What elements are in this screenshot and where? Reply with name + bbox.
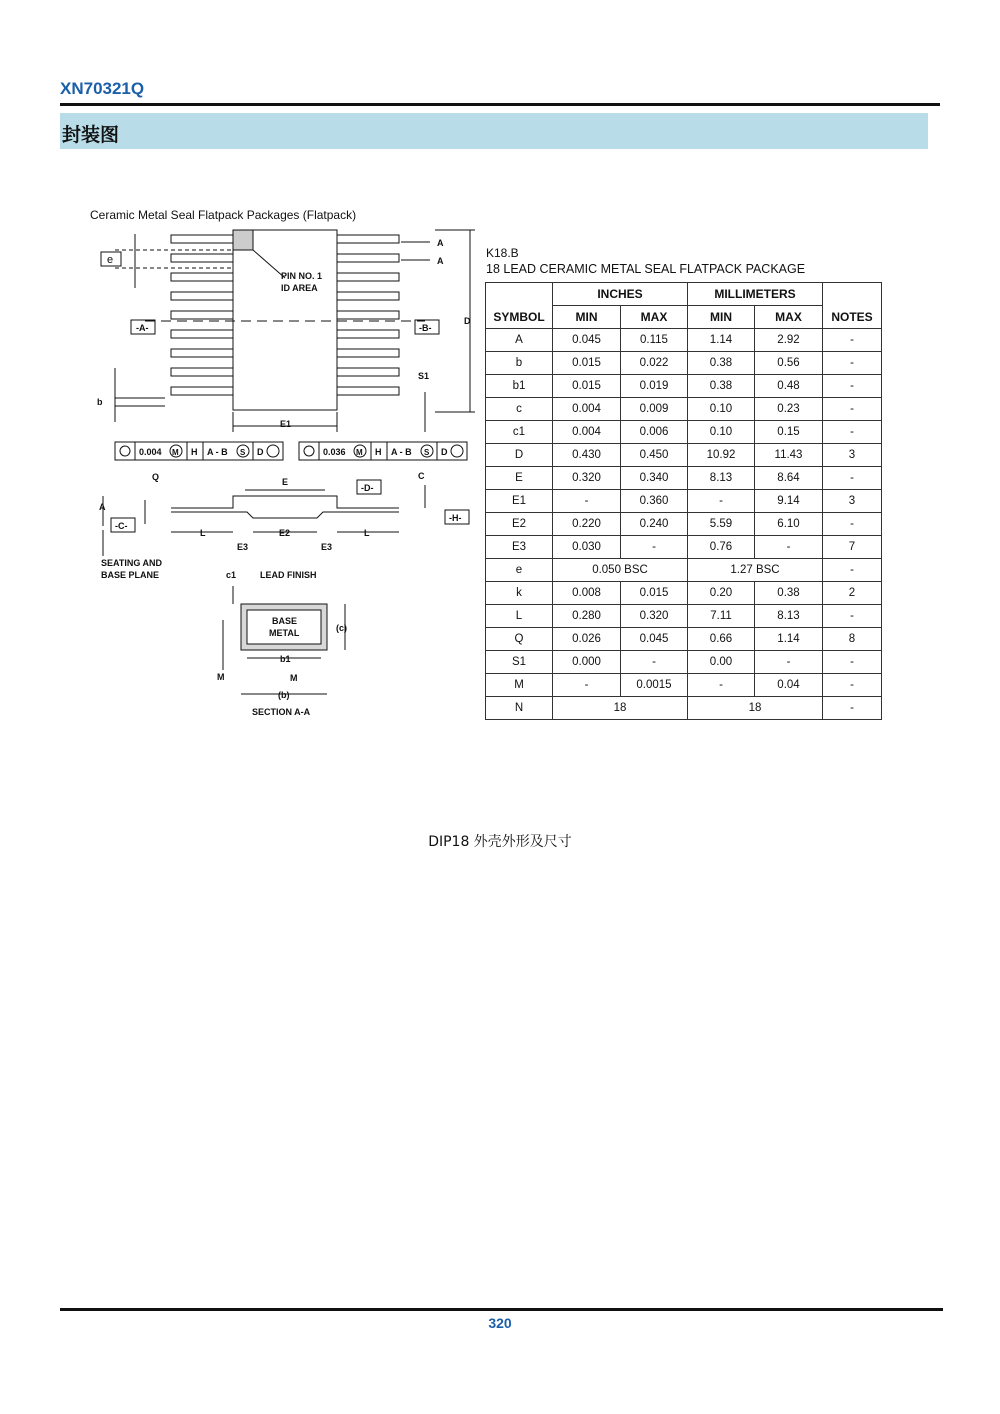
cell-mm-max: 1.14 bbox=[755, 628, 823, 651]
cell-mm-max: 0.04 bbox=[755, 674, 823, 697]
table-row bbox=[486, 582, 882, 605]
pin1-label-line1: PIN NO. 1 bbox=[281, 271, 323, 281]
cell-mm-min: 5.59 bbox=[688, 513, 755, 536]
cell-sym: k bbox=[486, 582, 553, 605]
cell-notes: - bbox=[823, 559, 882, 582]
cell-mm-max: 0.15 bbox=[755, 421, 823, 444]
package-diagram bbox=[85, 200, 485, 730]
page-number: 320 bbox=[488, 1315, 512, 1331]
cell-in-min: 0.220 bbox=[553, 513, 621, 536]
cell-mm-span: 18 bbox=[688, 697, 823, 720]
cell-sym: D bbox=[486, 444, 553, 467]
lead bbox=[337, 235, 399, 243]
label-c1: c1 bbox=[226, 570, 237, 580]
label-a-top2: A bbox=[437, 256, 444, 266]
cell-in-min: 0.280 bbox=[553, 605, 621, 628]
section-a-a bbox=[217, 570, 347, 717]
cell-in-max: 0.015 bbox=[621, 582, 688, 605]
header-symbol: SYMBOL bbox=[486, 283, 553, 329]
table-row bbox=[486, 536, 882, 559]
label-d: D bbox=[464, 316, 471, 326]
svg-text:H: H bbox=[191, 447, 198, 457]
label-q: Q bbox=[152, 472, 160, 482]
table-row bbox=[486, 651, 882, 674]
package-code: K18.B bbox=[486, 246, 519, 260]
cell-notes: - bbox=[823, 697, 882, 720]
cell-mm-min: 0.38 bbox=[688, 375, 755, 398]
svg-text:S: S bbox=[240, 448, 246, 457]
cell-mm-min: 1.14 bbox=[688, 329, 755, 352]
base-metal-2: METAL bbox=[269, 628, 300, 638]
label-e3-left: E3 bbox=[237, 542, 249, 552]
header-in-max: MAX bbox=[621, 306, 688, 329]
cell-notes: - bbox=[823, 513, 882, 536]
label-b-paren: (b) bbox=[278, 690, 290, 700]
table-row bbox=[486, 605, 882, 628]
header-inches: INCHES bbox=[553, 283, 688, 306]
dimensions-table bbox=[485, 282, 882, 720]
lead bbox=[337, 330, 399, 338]
cell-mm-max: 0.56 bbox=[755, 352, 823, 375]
lead bbox=[171, 292, 233, 300]
cell-notes: 3 bbox=[823, 490, 882, 513]
cell-mm-min: - bbox=[688, 674, 755, 697]
label-e3-right: E3 bbox=[321, 542, 333, 552]
cell-notes: 2 bbox=[823, 582, 882, 605]
datum-d: -D- bbox=[361, 483, 374, 493]
lead bbox=[337, 273, 399, 281]
svg-text:H: H bbox=[375, 447, 382, 457]
label-a-top1: A bbox=[437, 238, 444, 248]
cell-notes: - bbox=[823, 421, 882, 444]
dimensions-body bbox=[486, 329, 882, 720]
cell-mm-max: 2.92 bbox=[755, 329, 823, 352]
cell-mm-max: - bbox=[755, 536, 823, 559]
cell-in-min: 0.008 bbox=[553, 582, 621, 605]
header-millimeters: MILLIMETERS bbox=[688, 283, 823, 306]
svg-text:A - B: A - B bbox=[207, 447, 228, 457]
cell-mm-max: 0.48 bbox=[755, 375, 823, 398]
lead bbox=[171, 387, 233, 395]
cell-notes: 3 bbox=[823, 444, 882, 467]
diagram-title: Ceramic Metal Seal Flatpack Packages (Flatpack) bbox=[90, 208, 357, 222]
section-label: SECTION A-A bbox=[252, 707, 311, 717]
fcf-2 bbox=[299, 442, 467, 460]
table-row bbox=[486, 697, 882, 720]
table-row bbox=[486, 467, 882, 490]
datum-b: -B- bbox=[419, 323, 432, 333]
label-a-side: A bbox=[99, 502, 106, 512]
datum-h: -H- bbox=[449, 513, 462, 523]
right-leads bbox=[337, 235, 399, 395]
cell-sym: A bbox=[486, 329, 553, 352]
section-bar bbox=[60, 113, 928, 149]
cell-sym: E2 bbox=[486, 513, 553, 536]
cell-in-max: 0.006 bbox=[621, 421, 688, 444]
pin1-id-area bbox=[233, 230, 253, 250]
cell-in-max: - bbox=[621, 651, 688, 674]
cell-mm-max: 0.23 bbox=[755, 398, 823, 421]
cell-sym: c1 bbox=[486, 421, 553, 444]
cell-sym: c bbox=[486, 398, 553, 421]
label-m-left: M bbox=[217, 672, 225, 682]
cell-in-max: - bbox=[621, 536, 688, 559]
cell-in-min: 0.000 bbox=[553, 651, 621, 674]
lead bbox=[171, 273, 233, 281]
header-notes: NOTES bbox=[823, 283, 882, 329]
table-row bbox=[486, 559, 882, 582]
fcf-1 bbox=[115, 442, 283, 460]
svg-text:S: S bbox=[424, 448, 430, 457]
cell-sym: Q bbox=[486, 628, 553, 651]
table-row bbox=[486, 674, 882, 697]
cell-in-min: 0.045 bbox=[553, 329, 621, 352]
base-metal-1: BASE bbox=[272, 616, 298, 626]
cell-mm-min: 0.38 bbox=[688, 352, 755, 375]
lead bbox=[171, 235, 233, 243]
label-m-right: M bbox=[290, 673, 298, 683]
table-row bbox=[486, 352, 882, 375]
cell-mm-min: 0.00 bbox=[688, 651, 755, 674]
cell-sym: M bbox=[486, 674, 553, 697]
cell-in-min: - bbox=[553, 490, 621, 513]
cell-in-min: 0.004 bbox=[553, 398, 621, 421]
label-b: b bbox=[97, 397, 103, 407]
table-row bbox=[486, 421, 882, 444]
label-e2: E2 bbox=[279, 528, 291, 538]
cell-mm-min: 0.10 bbox=[688, 398, 755, 421]
svg-text:D: D bbox=[441, 447, 448, 457]
section-title: 封装图 bbox=[62, 124, 120, 146]
cell-in-min: 0.030 bbox=[553, 536, 621, 559]
datum-a: -A- bbox=[136, 323, 149, 333]
header-in-min: MIN bbox=[553, 306, 621, 329]
header-mm-max: MAX bbox=[755, 306, 823, 329]
cell-in-max: 0.045 bbox=[621, 628, 688, 651]
cell-notes: - bbox=[823, 329, 882, 352]
cell-mm-span: 1.27 BSC bbox=[688, 559, 823, 582]
cell-mm-min: 8.13 bbox=[688, 467, 755, 490]
cell-notes: - bbox=[823, 398, 882, 421]
label-e: e bbox=[107, 254, 114, 266]
package-title: 18 LEAD CERAMIC METAL SEAL FLATPACK PACKAGE bbox=[486, 262, 806, 276]
lead bbox=[337, 368, 399, 376]
footer-rule bbox=[60, 1308, 943, 1311]
cell-in-min: 0.015 bbox=[553, 352, 621, 375]
cell-notes: - bbox=[823, 352, 882, 375]
cell-mm-max: - bbox=[755, 651, 823, 674]
label-l-left: L bbox=[200, 528, 206, 538]
cell-in-min: 0.320 bbox=[553, 467, 621, 490]
lead bbox=[171, 330, 233, 338]
cell-sym: e bbox=[486, 559, 553, 582]
cell-in-max: 0.240 bbox=[621, 513, 688, 536]
seating-label-2: BASE PLANE bbox=[101, 570, 160, 580]
cell-in-span: 18 bbox=[553, 697, 688, 720]
svg-text:0.004: 0.004 bbox=[139, 447, 162, 457]
svg-text:M: M bbox=[172, 448, 179, 457]
cell-in-max: 0.115 bbox=[621, 329, 688, 352]
cell-in-max: 0.360 bbox=[621, 490, 688, 513]
cell-in-min: - bbox=[553, 674, 621, 697]
cell-mm-min: 0.76 bbox=[688, 536, 755, 559]
cell-in-max: 0.022 bbox=[621, 352, 688, 375]
lead bbox=[171, 368, 233, 376]
label-b1: b1 bbox=[280, 654, 291, 664]
cell-notes: - bbox=[823, 375, 882, 398]
cell-in-max: 0.019 bbox=[621, 375, 688, 398]
table-row bbox=[486, 329, 882, 352]
cell-notes: - bbox=[823, 674, 882, 697]
label-c-paren: (c) bbox=[336, 623, 347, 633]
lead bbox=[171, 349, 233, 357]
cell-in-min: 0.004 bbox=[553, 421, 621, 444]
cell-mm-max: 0.38 bbox=[755, 582, 823, 605]
cell-notes: - bbox=[823, 467, 882, 490]
left-leads bbox=[171, 235, 233, 395]
side-view bbox=[99, 471, 469, 580]
svg-text:0.036: 0.036 bbox=[323, 447, 346, 457]
cell-mm-max: 9.14 bbox=[755, 490, 823, 513]
table-row bbox=[486, 513, 882, 536]
label-e-dim: E bbox=[282, 477, 289, 487]
cell-in-min: 0.430 bbox=[553, 444, 621, 467]
cell-in-span: 0.050 BSC bbox=[553, 559, 688, 582]
cell-in-min: 0.026 bbox=[553, 628, 621, 651]
cell-sym: L bbox=[486, 605, 553, 628]
pin1-label-line2: ID AREA bbox=[281, 283, 318, 293]
lead bbox=[337, 254, 399, 262]
cell-in-min: 0.015 bbox=[553, 375, 621, 398]
package-body bbox=[233, 230, 337, 410]
cell-sym: E bbox=[486, 467, 553, 490]
table-row bbox=[486, 628, 882, 651]
cell-mm-min: 7.11 bbox=[688, 605, 755, 628]
lead bbox=[337, 292, 399, 300]
header-rule bbox=[60, 103, 940, 106]
cell-in-max: 0.450 bbox=[621, 444, 688, 467]
cell-mm-max: 11.43 bbox=[755, 444, 823, 467]
cell-mm-min: 0.66 bbox=[688, 628, 755, 651]
svg-text:D: D bbox=[257, 447, 264, 457]
cell-notes: - bbox=[823, 651, 882, 674]
cell-sym: b1 bbox=[486, 375, 553, 398]
label-lead-finish: LEAD FINISH bbox=[260, 570, 317, 580]
cell-in-max: 0.0015 bbox=[621, 674, 688, 697]
lead bbox=[337, 349, 399, 357]
cell-sym: b bbox=[486, 352, 553, 375]
lead bbox=[171, 311, 233, 319]
label-e1: E1 bbox=[280, 419, 292, 429]
cell-sym: E1 bbox=[486, 490, 553, 513]
lead bbox=[337, 387, 399, 395]
svg-text:A - B: A - B bbox=[391, 447, 412, 457]
cell-notes: 8 bbox=[823, 628, 882, 651]
cell-notes: - bbox=[823, 605, 882, 628]
cell-sym: E3 bbox=[486, 536, 553, 559]
seating-label-1: SEATING AND bbox=[101, 558, 163, 568]
svg-text:M: M bbox=[356, 448, 363, 457]
label-c: C bbox=[418, 471, 425, 481]
cell-mm-min: 10.92 bbox=[688, 444, 755, 467]
table-row bbox=[486, 398, 882, 421]
cell-sym: N bbox=[486, 697, 553, 720]
cell-mm-max: 8.64 bbox=[755, 467, 823, 490]
cell-in-max: 0.340 bbox=[621, 467, 688, 490]
label-l-right: L bbox=[364, 528, 370, 538]
table-row bbox=[486, 444, 882, 467]
header-mm-min: MIN bbox=[688, 306, 755, 329]
cell-mm-max: 8.13 bbox=[755, 605, 823, 628]
label-s1: S1 bbox=[418, 371, 430, 381]
cell-mm-max: 6.10 bbox=[755, 513, 823, 536]
cell-in-max: 0.320 bbox=[621, 605, 688, 628]
table-row bbox=[486, 375, 882, 398]
figure-caption: DIP18 外壳外形及尺寸 bbox=[428, 834, 572, 850]
part-number: XN70321Q bbox=[60, 79, 145, 98]
cell-mm-min: 0.10 bbox=[688, 421, 755, 444]
cell-notes: 7 bbox=[823, 536, 882, 559]
datum-c: -C- bbox=[115, 521, 128, 531]
cell-mm-min: 0.20 bbox=[688, 582, 755, 605]
table-row bbox=[486, 490, 882, 513]
lead bbox=[337, 311, 399, 319]
cell-sym: S1 bbox=[486, 651, 553, 674]
cell-in-max: 0.009 bbox=[621, 398, 688, 421]
lead bbox=[171, 254, 233, 262]
cell-mm-min: - bbox=[688, 490, 755, 513]
